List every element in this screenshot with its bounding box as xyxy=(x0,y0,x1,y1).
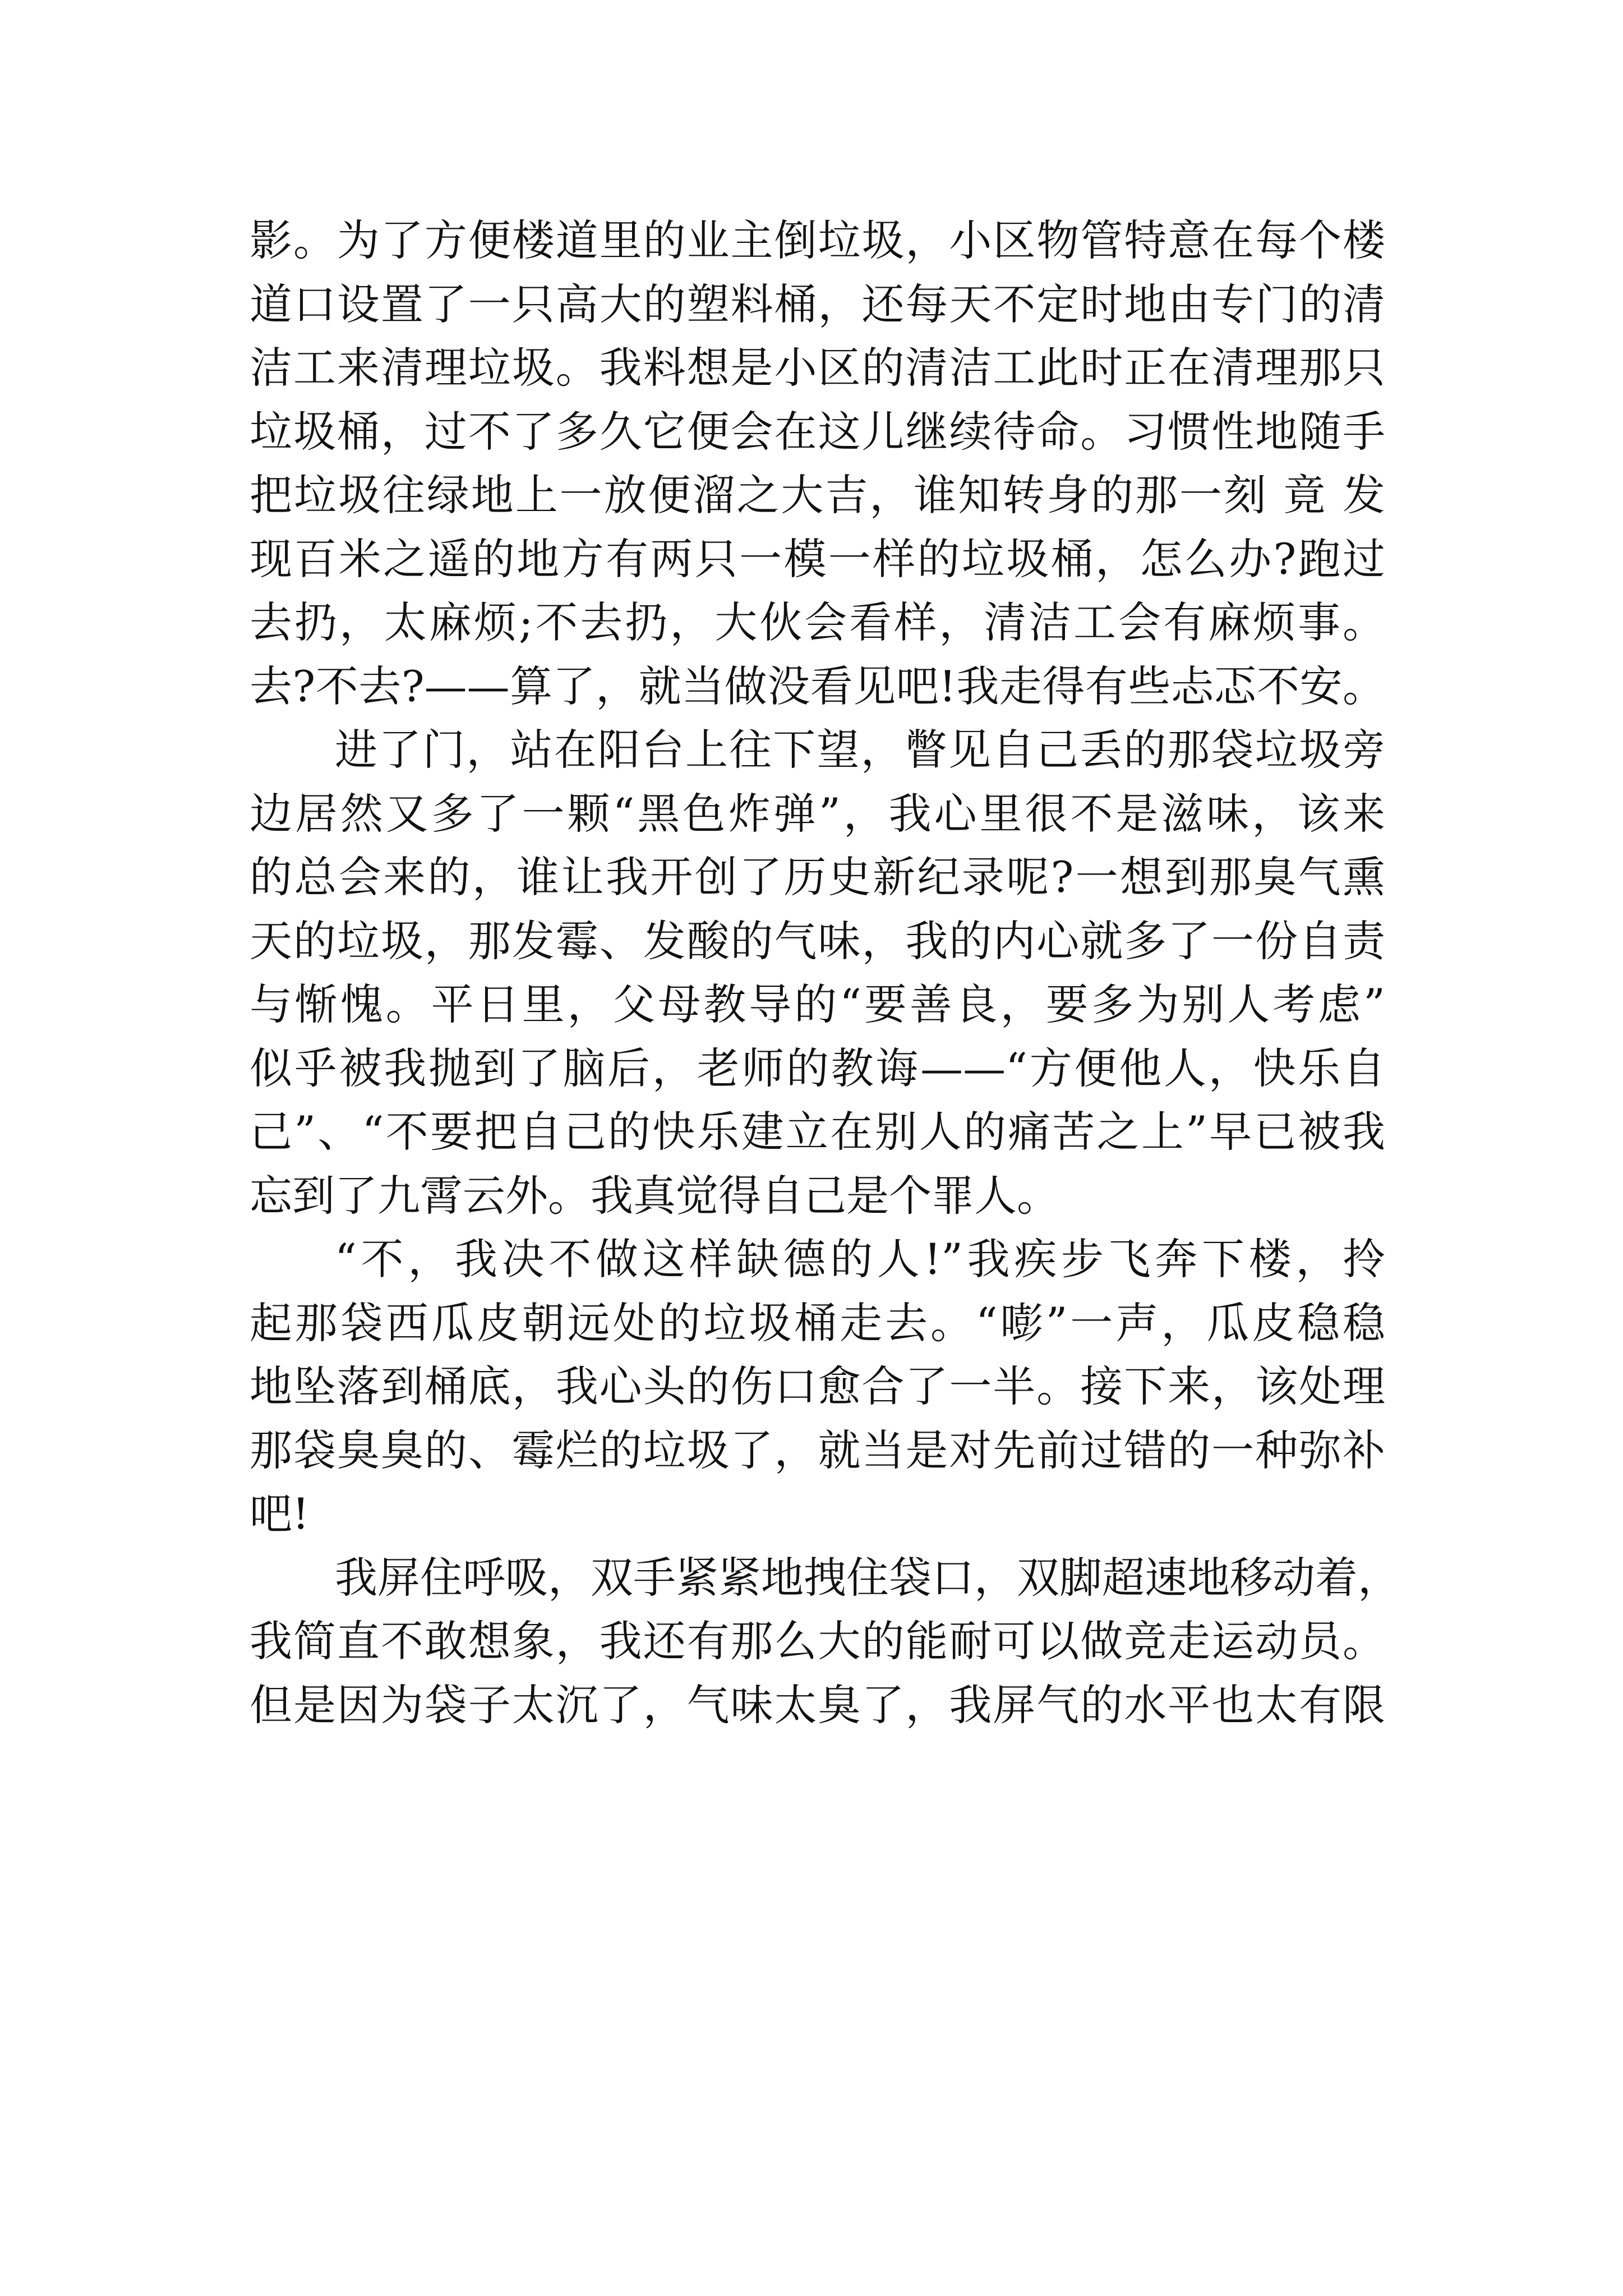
paragraph-1 xyxy=(250,209,1385,718)
text-line: 起那袋西瓜皮朝远处的垃圾桶走去。“嘭”一声，瓜皮稳稳 xyxy=(250,1297,1385,1348)
text-line: 我屏住呼吸，双手紧紧地拽住袋口，双脚超速地移动着， xyxy=(335,1552,1400,1603)
text-line: 的总会来的，谁让我开创了历史新纪录呢?一想到那臭气熏 xyxy=(250,852,1385,902)
text-line: 那袋臭臭的、霉烂的垃圾了，就当是对先前过错的一种弥补 xyxy=(250,1425,1385,1475)
text-line: 影。为了方便楼道里的业主倒垃圾，小区物管特意在每个楼 xyxy=(250,215,1385,265)
text-line: 道口设置了一只高大的塑料桶，还每天不定时地由专门的清 xyxy=(250,279,1385,329)
text-line: “不，我决不做这样缺德的人!”我疾步飞奔下楼，拎 xyxy=(335,1234,1385,1284)
text-line: 地坠落到桶底，我心头的伤口愈合了一半。接下来，该处理 xyxy=(250,1361,1385,1411)
text-line: 去?不去?——算了，就当做没看见吧!我走得有些忐忑不安。 xyxy=(250,661,1385,711)
text-line: 但是因为袋子太沉了，气味太臭了，我屏气的水平也太有限 xyxy=(250,1680,1385,1730)
text-line: 吧! xyxy=(250,1489,310,1539)
paragraph-3 xyxy=(250,1227,1385,1546)
text-line: 去扔，太麻烦;不去扔，大伙会看样，清洁工会有麻烦事。 xyxy=(250,597,1385,647)
text-line: 把垃圾往绿地上一放便溜之大吉，谁知转身的那一刻 竟 发 xyxy=(250,470,1385,520)
text-line: 天的垃圾，那发霉、发酸的气味，我的内心就多了一份自责 xyxy=(250,915,1385,966)
text-line: 忘到了九霄云外。我真觉得自己是个罪人。 xyxy=(250,1170,1059,1221)
text-line: 己”、“不要把自己的快乐建立在别人的痛苦之上”早已被我 xyxy=(250,1107,1385,1157)
paragraph-2 xyxy=(250,718,1385,1227)
paragraph-4 xyxy=(250,1546,1400,1737)
text-line: 洁工来清理垃圾。我料想是小区的清洁工此时正在清理那只 xyxy=(250,343,1385,393)
body-text xyxy=(250,209,1400,1737)
text-line: 我简直不敢想象，我还有那么大的能耐可以做竞走运动员。 xyxy=(250,1616,1385,1666)
text-line: 现百米之遥的地方有两只一模一样的垃圾桶，怎么办?跑过 xyxy=(250,533,1385,584)
text-line: 垃圾桶，过不了多久它便会在这儿继续待命。习惯性地随手 xyxy=(250,406,1385,457)
text-line: 进了门，站在阳台上往下望，瞥见自己丢的那袋垃圾旁 xyxy=(335,725,1385,775)
text-line: 与惭愧。平日里，父母教导的“要善良，要多为别人考虑” xyxy=(250,979,1385,1029)
text-line: 似乎被我抛到了脑后，老师的教诲——“方便他人，快乐自 xyxy=(250,1043,1385,1093)
text-line: 边居然又多了一颗“黑色炸弹”，我心里很不是滋味，该来 xyxy=(250,788,1385,839)
